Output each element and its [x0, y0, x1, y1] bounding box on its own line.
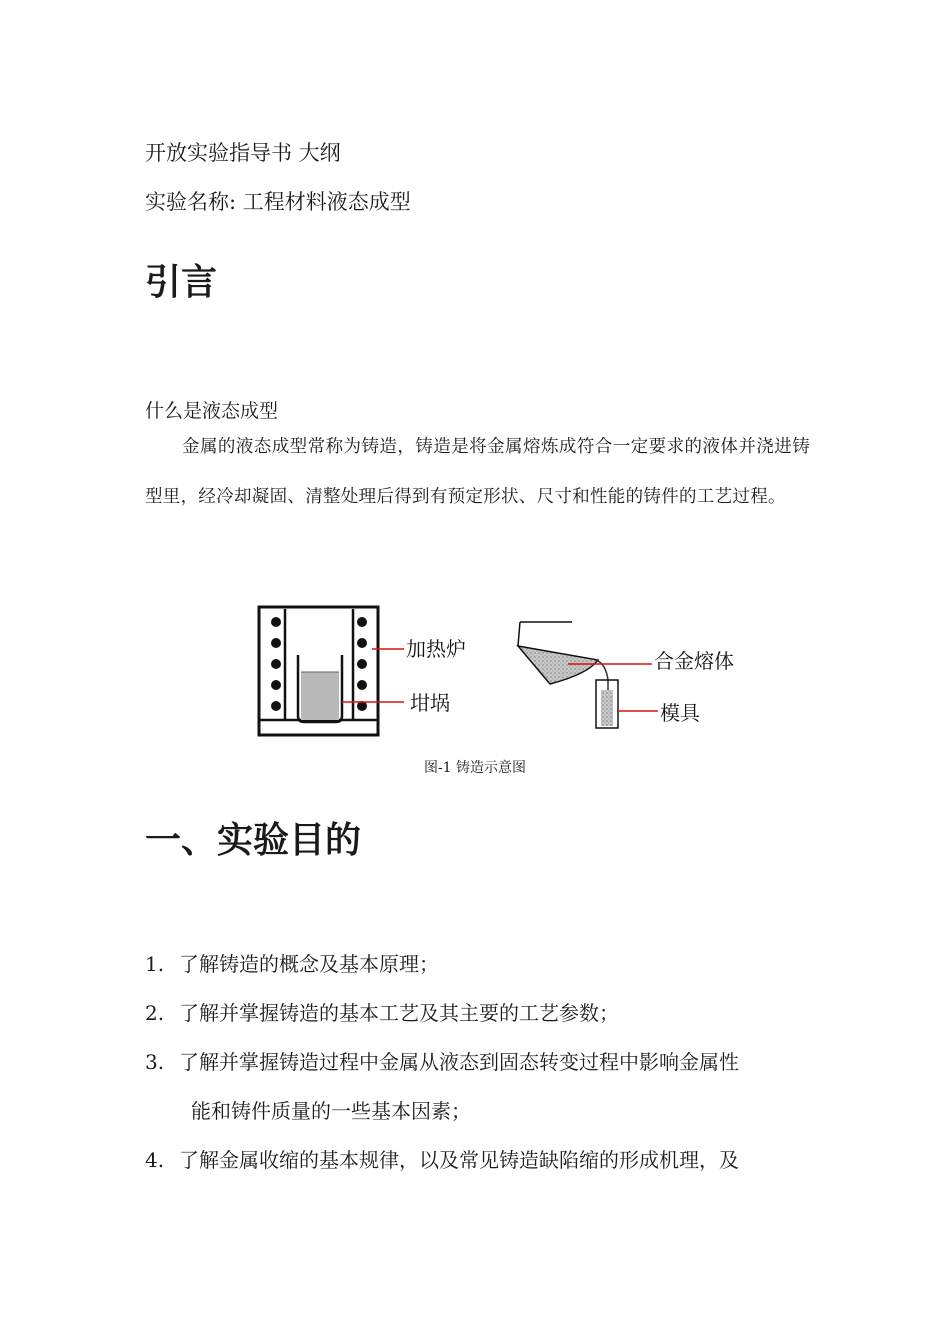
objectives-list — [145, 940, 825, 1185]
item-text: 了解并掌握铸造的基本工艺及其主要的工艺参数； — [179, 1001, 619, 1025]
figure-caption: 图-1 铸造示意图 — [423, 760, 527, 776]
item-number: 1. — [145, 952, 165, 976]
list-item — [145, 940, 825, 989]
label-melt: 合金熔体 — [654, 649, 734, 673]
item-number: 2. — [145, 1001, 165, 1025]
item-number: 4. — [145, 1148, 165, 1172]
intro-heading: 引言 — [145, 262, 218, 303]
label-mold: 模具 — [660, 701, 700, 725]
intro-paragraph: 金属的液态成型常称为铸造，铸造是将金属熔炼成符合一定要求的液体并浇进铸型里，经冷却凝固、清整处理后得到有预定形状、尺寸和性能的铸件的工艺过程。 — [145, 437, 810, 507]
furnace-drawing — [259, 607, 404, 735]
item-text: 了解并掌握铸造过程中金属从液态到固态转变过程中影响金属性 — [179, 1050, 739, 1074]
item-text: 了解铸造的概念及基本原理； — [179, 952, 439, 976]
section1-heading: 一、实验目的 — [145, 820, 362, 861]
label-crucible: 坩埚 — [410, 691, 450, 715]
intro-subheading: 什么是液态成型 — [145, 400, 279, 422]
list-item — [145, 1038, 825, 1136]
item-number: 3. — [145, 1050, 165, 1074]
item-text: 了解金属收缩的基本规律，以及常见铸造缺陷缩的形成机理，及 — [179, 1148, 739, 1172]
ladle-drawing — [518, 622, 658, 728]
doc-title: 开放实验指导书 大纲 — [145, 141, 341, 165]
experiment-name: 实验名称: 工程材料液态成型 — [145, 190, 411, 214]
casting-diagram — [250, 600, 750, 745]
list-item — [145, 1136, 825, 1185]
casting-diagram-svg — [250, 600, 750, 745]
list-item — [145, 989, 825, 1038]
label-furnace: 加热炉 — [406, 637, 466, 661]
item-text-continued: 能和铸件质量的一些基本因素； — [191, 1099, 471, 1123]
